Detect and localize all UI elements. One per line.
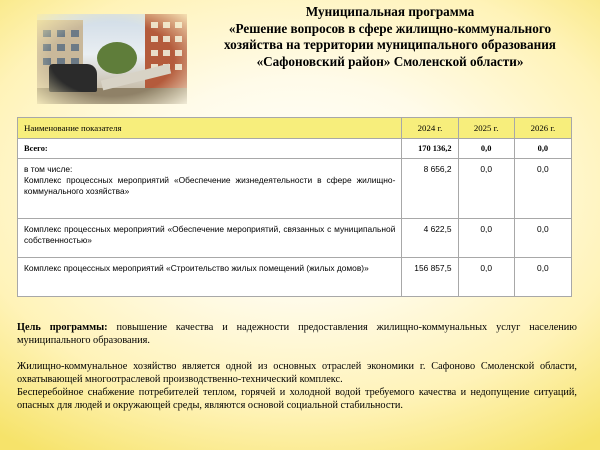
- row-value-2025: 0,0: [458, 219, 514, 258]
- title-line-1: Муниципальная программа: [305, 4, 475, 19]
- header-2025: 2025 г.: [458, 118, 514, 139]
- row-value-2026: 0,0: [514, 258, 571, 297]
- title-line-3: хозяйства на территории муниципального образования: [224, 37, 556, 53]
- row-name-cell: [18, 159, 402, 219]
- paragraph-housing-sector: Жилищно-коммунальное хозяйство является одной из основных отраслей экономики г. Сафоново Смоленской области, охватывающей многоотраслевой производственно-технический комплекс.: [17, 361, 577, 385]
- goal-label: Цель программы:: [17, 322, 108, 333]
- header-photo: [37, 14, 187, 104]
- row-prefix: в том числе:: [24, 164, 73, 174]
- row-value-2026: 0,0: [514, 159, 571, 219]
- title-line-2: «Решение вопросов в сфере жилищно-коммунального: [228, 20, 552, 36]
- header-2024: 2024 г.: [402, 118, 458, 139]
- row-value-2025: 0,0: [458, 159, 514, 219]
- header-indicator-name: Наименование показателя: [18, 118, 402, 139]
- total-2025: 0,0: [458, 139, 514, 159]
- paragraph-supply-stability: Бесперебойное снабжение потребителей теплом, горячей и холодной водой требуемого качества и недопущение ситуаций, опасных для людей и окружающей среды, являются основой социальной стабильности.: [17, 387, 577, 411]
- row-label: Комплекс процессных мероприятий «Обеспечение жизнедеятельности в сфере жилищно-коммунального хозяйства»: [24, 175, 396, 196]
- header-2026: 2026 г.: [514, 118, 571, 139]
- row-value-2024: 4 622,5: [402, 219, 458, 258]
- total-2024: 170 136,2: [402, 139, 458, 159]
- row-value-2026: 0,0: [514, 219, 571, 258]
- photo-tree: [97, 42, 137, 74]
- row-value-2025: 0,0: [458, 258, 514, 297]
- row-label: Комплекс процессных мероприятий «Строительство жилых помещений (жилых домов)»: [18, 258, 402, 297]
- total-2026: 0,0: [514, 139, 571, 159]
- program-description: [17, 321, 577, 412]
- row-value-2024: 8 656,2: [402, 159, 458, 219]
- table-row-total: [18, 139, 572, 159]
- table-row: [18, 258, 572, 297]
- goal-text: повышение качества и надежности предоставления жилищно-коммунальных услуг населению муниципального образования.: [17, 322, 577, 346]
- title-line-4: «Сафоновский район» Смоленской области»: [256, 53, 524, 69]
- row-value-2024: 156 857,5: [402, 258, 458, 297]
- table-row: [18, 219, 572, 258]
- row-label: Комплекс процессных мероприятий «Обеспечение мероприятий, связанных с муниципальной собственностью»: [18, 219, 402, 258]
- page-title: [200, 4, 580, 70]
- goal-paragraph: [17, 321, 577, 347]
- table-row: [18, 159, 572, 219]
- table-header-row: [18, 118, 572, 139]
- indicators-table: [17, 117, 572, 297]
- photo-excavator: [49, 64, 97, 92]
- total-label: Всего:: [18, 139, 402, 159]
